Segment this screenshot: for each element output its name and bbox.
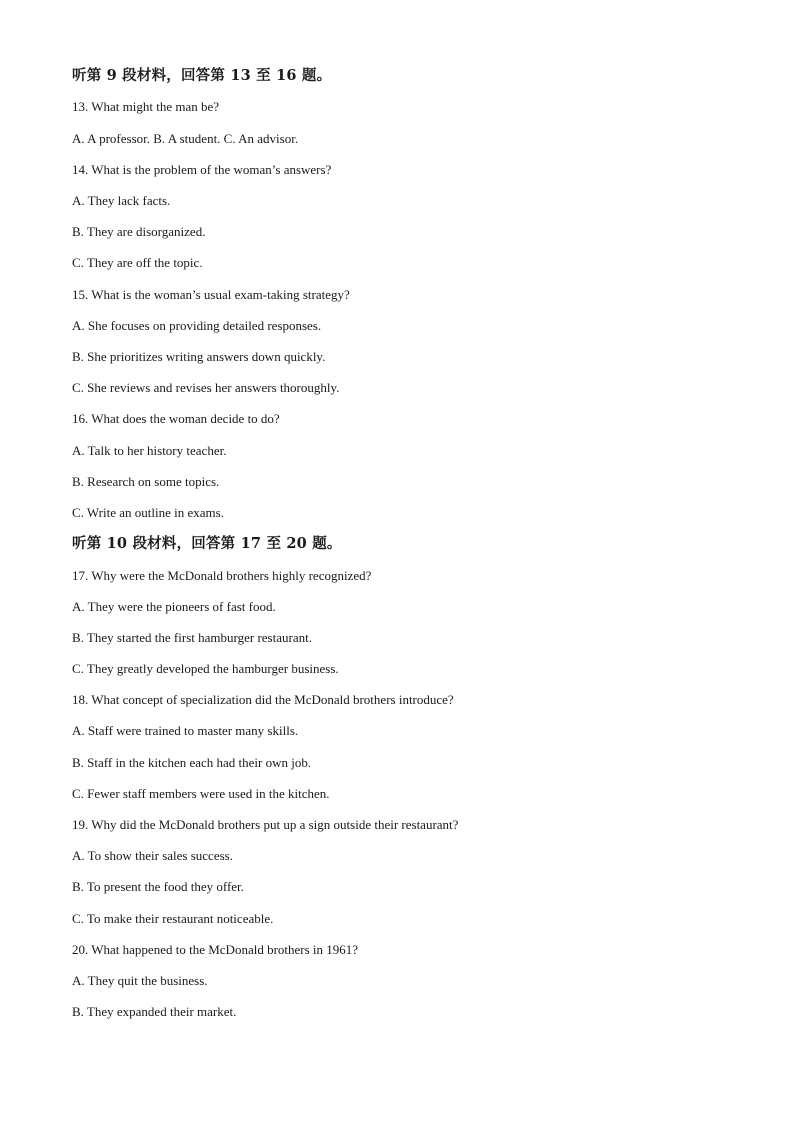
- question-19-option-a: A. To show their sales success.: [72, 848, 233, 863]
- question-14-option-b: B. They are disorganized.: [72, 224, 206, 239]
- question-17-option-a: A. They were the pioneers of fast food.: [72, 599, 276, 614]
- question-17-option-c: C. They greatly developed the hamburger business.: [72, 661, 339, 676]
- question-14-option-a: A. They lack facts.: [72, 193, 171, 208]
- question-15-option-b: B. She prioritizes writing answers down quickly.: [72, 349, 326, 364]
- question-16-option-a: A. Talk to her history teacher.: [72, 443, 227, 458]
- question-15-option-a: A. She focuses on providing detailed responses.: [72, 318, 322, 333]
- question-13: 13. What might the man be?: [72, 99, 220, 114]
- section-heading-9: 听第 9 段材料，回答第 13 至 16 题。: [72, 67, 332, 84]
- question-20-option-a: A. They quit the business.: [72, 973, 208, 988]
- question-14-option-c: C. They are off the topic.: [72, 255, 203, 270]
- question-20: 20. What happened to the McDonald brothers in 1961?: [72, 942, 359, 957]
- question-19-option-c: C. To make their restaurant noticeable.: [72, 911, 274, 926]
- question-18: 18. What concept of specialization did the McDonald brothers introduce?: [72, 692, 454, 707]
- question-14: 14. What is the problem of the woman’s answers?: [72, 162, 332, 177]
- question-13-options: A. A professor. B. A student. C. An advisor.: [72, 131, 299, 146]
- question-18-option-a: A. Staff were trained to master many skills.: [72, 723, 299, 738]
- question-16: 16. What does the woman decide to do?: [72, 411, 280, 426]
- question-17: 17. Why were the McDonald brothers highly recognized?: [72, 568, 372, 583]
- question-18-option-c: C. Fewer staff members were used in the kitchen.: [72, 786, 330, 801]
- question-20-option-b: B. They expanded their market.: [72, 1004, 237, 1019]
- question-18-option-b: B. Staff in the kitchen each had their own job.: [72, 755, 312, 770]
- question-15-option-c: C. She reviews and revises her answers thoroughly.: [72, 380, 340, 395]
- question-17-option-b: B. They started the first hamburger restaurant.: [72, 630, 312, 645]
- question-19-option-b: B. To present the food they offer.: [72, 879, 244, 894]
- section-heading-10: 听第 10 段材料，回答第 17 至 20 题。: [72, 535, 342, 552]
- question-16-option-b: B. Research on some topics.: [72, 474, 220, 489]
- question-19: 19. Why did the McDonald brothers put up a sign outside their restaurant?: [72, 817, 459, 832]
- question-16-option-c: C. Write an outline in exams.: [72, 505, 224, 520]
- question-15: 15. What is the woman’s usual exam-taking strategy?: [72, 287, 350, 302]
